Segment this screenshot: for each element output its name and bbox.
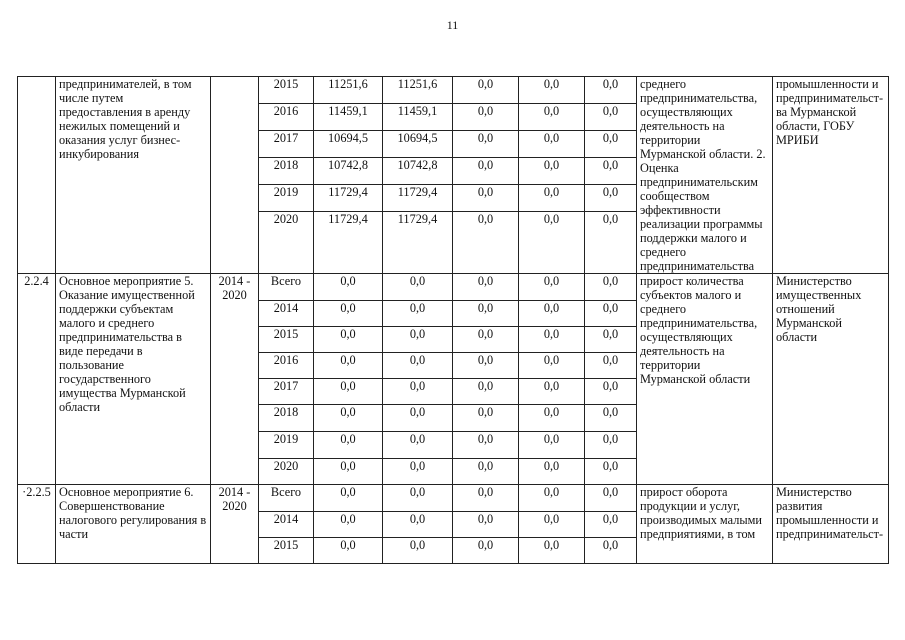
federal-budget-cell: 0,0	[453, 538, 519, 564]
local-budget-cell: 0,0	[519, 184, 585, 211]
year-cell: 2015	[259, 538, 314, 564]
federal-budget-cell: 0,0	[453, 379, 519, 405]
federal-budget-cell: 0,0	[453, 432, 519, 459]
table-row	[18, 485, 889, 512]
other-sources-cell: 0,0	[585, 459, 637, 485]
year-cell: Всего	[259, 485, 314, 512]
regional-budget-cell: 11729,4	[383, 184, 453, 211]
local-budget-cell: 0,0	[519, 405, 585, 432]
implementation-period: 2014 - 2020	[211, 274, 259, 485]
federal-budget-cell: 0,0	[453, 327, 519, 353]
year-cell: 2017	[259, 379, 314, 405]
page-number: 11	[446, 18, 459, 32]
responsible-executor: промышленности и предпринимательст-ва Мурманской области, ГОБУ МРИБИ	[773, 77, 889, 274]
program-activities-table	[17, 76, 889, 564]
other-sources-cell: 0,0	[585, 157, 637, 184]
target-indicator: среднего предпринимательства, осуществляющих деятельность на территории Мурманской области. 2. Оценка предпринимательским сообществом эффективности реализации программы поддержки малого и среднего предпринимательства	[637, 77, 773, 274]
regional-budget-cell: 0,0	[383, 353, 453, 379]
total-amount-cell: 0,0	[314, 274, 383, 301]
other-sources-cell: 0,0	[585, 301, 637, 327]
total-amount-cell: 0,0	[314, 327, 383, 353]
federal-budget-cell: 0,0	[453, 77, 519, 104]
total-amount-cell: 11729,4	[314, 184, 383, 211]
total-amount-cell: 0,0	[314, 459, 383, 485]
local-budget-cell: 0,0	[519, 353, 585, 379]
activity-description: предпринимателей, в том числе путем предоставления в аренду нежилых помещений и оказания услуг бизнес-инкубирования	[56, 77, 211, 274]
other-sources-cell: 0,0	[585, 130, 637, 157]
regional-budget-cell: 0,0	[383, 301, 453, 327]
total-amount-cell: 11251,6	[314, 77, 383, 104]
year-cell: 2019	[259, 184, 314, 211]
item-code: ·2.2.5	[18, 485, 56, 564]
regional-budget-cell: 0,0	[383, 405, 453, 432]
federal-budget-cell: 0,0	[453, 353, 519, 379]
local-budget-cell: 0,0	[519, 512, 585, 538]
other-sources-cell: 0,0	[585, 405, 637, 432]
federal-budget-cell: 0,0	[453, 211, 519, 273]
other-sources-cell: 0,0	[585, 327, 637, 353]
federal-budget-cell: 0,0	[453, 459, 519, 485]
total-amount-cell: 0,0	[314, 353, 383, 379]
local-budget-cell: 0,0	[519, 432, 585, 459]
total-amount-cell: 0,0	[314, 379, 383, 405]
federal-budget-cell: 0,0	[453, 405, 519, 432]
regional-budget-cell: 0,0	[383, 327, 453, 353]
regional-budget-cell: 0,0	[383, 512, 453, 538]
other-sources-cell: 0,0	[585, 432, 637, 459]
local-budget-cell: 0,0	[519, 301, 585, 327]
implementation-period: 2014 - 2020	[211, 485, 259, 564]
regional-budget-cell: 10694,5	[383, 130, 453, 157]
activity-description: Основное мероприятие 5. Оказание имущественной поддержки субъектам малого и среднего предпринимательства в виде передачи в пользование государственного имущества Мурманской области	[56, 274, 211, 485]
federal-budget-cell: 0,0	[453, 103, 519, 130]
local-budget-cell: 0,0	[519, 211, 585, 273]
other-sources-cell: 0,0	[585, 538, 637, 564]
responsible-executor: Министерство имущественных отношений Мурманской области	[773, 274, 889, 485]
local-budget-cell: 0,0	[519, 538, 585, 564]
federal-budget-cell: 0,0	[453, 274, 519, 301]
federal-budget-cell: 0,0	[453, 157, 519, 184]
federal-budget-cell: 0,0	[453, 485, 519, 512]
local-budget-cell: 0,0	[519, 327, 585, 353]
federal-budget-cell: 0,0	[453, 512, 519, 538]
year-cell: 2015	[259, 77, 314, 104]
year-cell: 2020	[259, 211, 314, 273]
year-cell: 2016	[259, 353, 314, 379]
federal-budget-cell: 0,0	[453, 301, 519, 327]
implementation-period	[211, 77, 259, 274]
other-sources-cell: 0,0	[585, 353, 637, 379]
item-code: 2.2.4	[18, 274, 56, 485]
total-amount-cell: 0,0	[314, 405, 383, 432]
total-amount-cell: 0,0	[314, 538, 383, 564]
regional-budget-cell: 11459,1	[383, 103, 453, 130]
year-cell: 2018	[259, 405, 314, 432]
year-cell: Всего	[259, 274, 314, 301]
regional-budget-cell: 11729,4	[383, 211, 453, 273]
year-cell: 2020	[259, 459, 314, 485]
other-sources-cell: 0,0	[585, 184, 637, 211]
total-amount-cell: 0,0	[314, 512, 383, 538]
local-budget-cell: 0,0	[519, 103, 585, 130]
target-indicator: прирост оборота продукции и услуг, производимых малыми предприятиями, в том	[637, 485, 773, 564]
local-budget-cell: 0,0	[519, 274, 585, 301]
year-cell: 2014	[259, 512, 314, 538]
activity-description: Основное мероприятие 6. Совершенствование налогового регулирования в части	[56, 485, 211, 564]
local-budget-cell: 0,0	[519, 157, 585, 184]
regional-budget-cell: 0,0	[383, 379, 453, 405]
other-sources-cell: 0,0	[585, 485, 637, 512]
local-budget-cell: 0,0	[519, 485, 585, 512]
federal-budget-cell: 0,0	[453, 184, 519, 211]
responsible-executor: Министерство развития промышленности и предпринимательст-	[773, 485, 889, 564]
year-cell: 2016	[259, 103, 314, 130]
regional-budget-cell: 0,0	[383, 432, 453, 459]
total-amount-cell: 0,0	[314, 301, 383, 327]
total-amount-cell: 10742,8	[314, 157, 383, 184]
target-indicator: прирост количества субъектов малого и среднего предпринимательства, осуществляющих деятельность на территории Мурманской области	[637, 274, 773, 485]
other-sources-cell: 0,0	[585, 512, 637, 538]
regional-budget-cell: 0,0	[383, 459, 453, 485]
year-cell: 2019	[259, 432, 314, 459]
table-body	[18, 77, 889, 564]
total-amount-cell: 10694,5	[314, 130, 383, 157]
regional-budget-cell: 11251,6	[383, 77, 453, 104]
year-cell: 2015	[259, 327, 314, 353]
regional-budget-cell: 0,0	[383, 538, 453, 564]
regional-budget-cell: 0,0	[383, 274, 453, 301]
regional-budget-cell: 0,0	[383, 485, 453, 512]
item-code	[18, 77, 56, 274]
total-amount-cell: 11459,1	[314, 103, 383, 130]
local-budget-cell: 0,0	[519, 459, 585, 485]
year-cell: 2017	[259, 130, 314, 157]
other-sources-cell: 0,0	[585, 274, 637, 301]
total-amount-cell: 0,0	[314, 432, 383, 459]
local-budget-cell: 0,0	[519, 379, 585, 405]
total-amount-cell: 0,0	[314, 485, 383, 512]
table-row	[18, 274, 889, 301]
other-sources-cell: 0,0	[585, 77, 637, 104]
local-budget-cell: 0,0	[519, 130, 585, 157]
local-budget-cell: 0,0	[519, 77, 585, 104]
other-sources-cell: 0,0	[585, 211, 637, 273]
year-cell: 2018	[259, 157, 314, 184]
total-amount-cell: 11729,4	[314, 211, 383, 273]
table-row	[18, 77, 889, 104]
regional-budget-cell: 10742,8	[383, 157, 453, 184]
federal-budget-cell: 0,0	[453, 130, 519, 157]
year-cell: 2014	[259, 301, 314, 327]
other-sources-cell: 0,0	[585, 379, 637, 405]
other-sources-cell: 0,0	[585, 103, 637, 130]
